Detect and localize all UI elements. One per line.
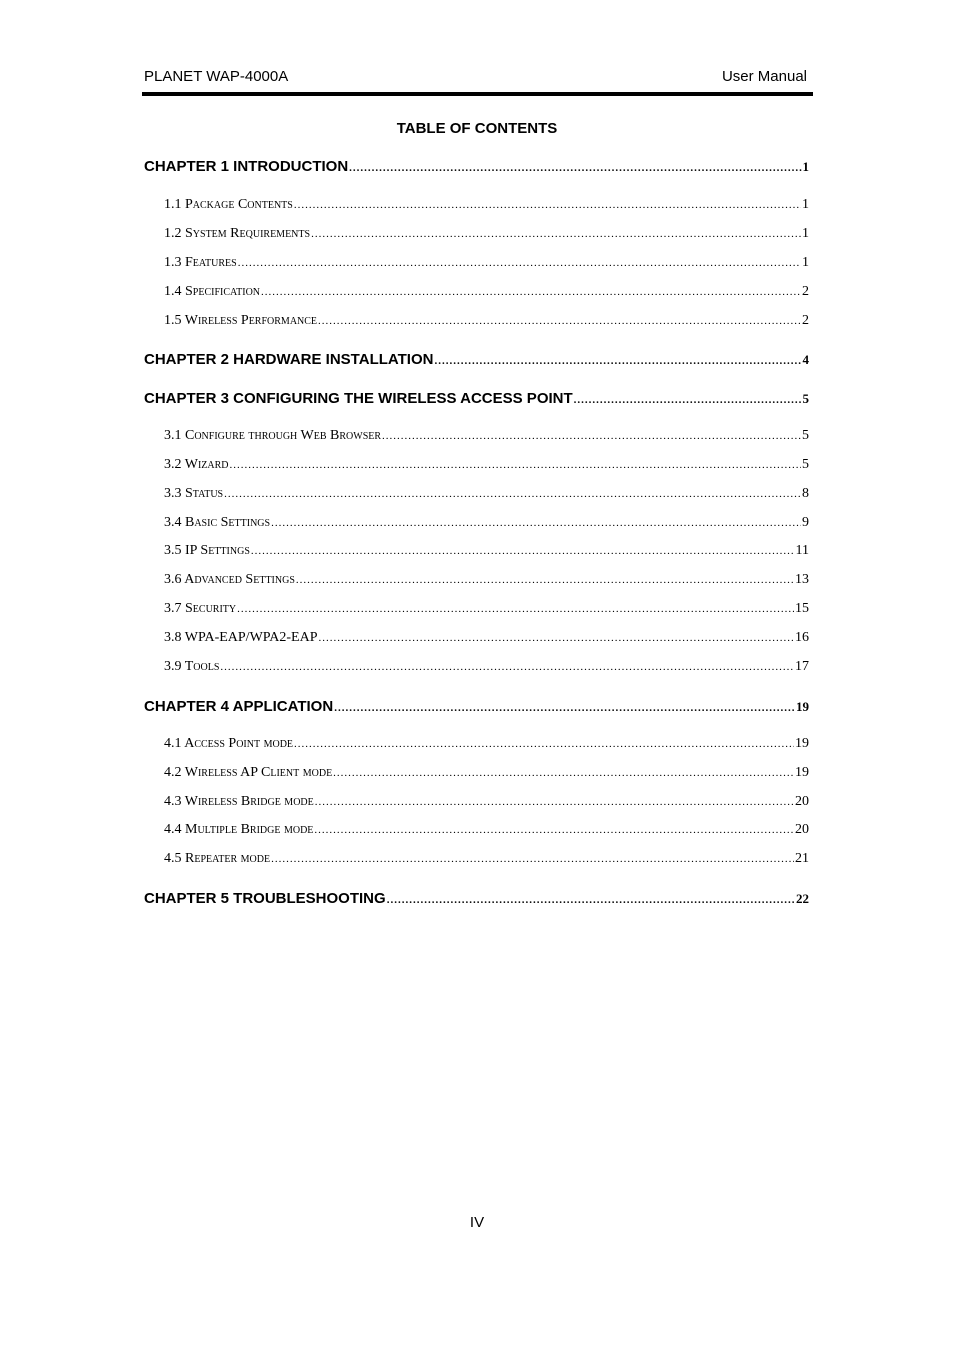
toc-entry-page: 5 [802, 391, 809, 406]
toc-section-entry [164, 428, 809, 444]
toc-entry-label: CHAPTER 2 HARDWARE INSTALLATION [144, 351, 434, 368]
toc-entry-label: 1.1 Package Contents [164, 197, 293, 212]
toc-entry-label: 1.2 System Requirements [164, 226, 311, 241]
dot-leader [237, 603, 794, 615]
toc-entry-label: 3.5 IP Settings [164, 543, 250, 558]
dot-leader [574, 394, 802, 406]
toc-entry-label: 3.4 Basic Settings [164, 515, 271, 530]
toc-entry-label: 3.3 Status [164, 486, 224, 501]
toc-entry-page: 5 [802, 457, 809, 472]
toc-section-entry [164, 601, 809, 617]
toc-section-entry [164, 255, 809, 271]
table-of-contents [144, 0, 809, 1000]
toc-entry-label: 3.1 Configure through Web Browser [164, 428, 382, 443]
toc-entry-page: 19 [795, 765, 809, 780]
toc-entry-label: 1.5 Wireless Performance [164, 313, 318, 328]
dot-leader [294, 738, 794, 750]
toc-entry-page: 20 [795, 794, 809, 809]
toc-section-entry [164, 822, 809, 838]
toc-entry-label: 3.8 WPA-EAP/WPA2-EAP [164, 630, 318, 645]
dot-leader [294, 199, 801, 211]
toc-chapter-entry [144, 890, 809, 907]
toc-entry-page: 1 [802, 226, 809, 241]
dot-leader [333, 767, 794, 779]
dot-leader [238, 257, 801, 269]
toc-entry-label: CHAPTER 1 INTRODUCTION [144, 158, 349, 175]
dot-leader [224, 488, 801, 500]
toc-section-entry [164, 313, 809, 329]
toc-section-entry [164, 736, 809, 752]
dot-leader [382, 430, 801, 442]
toc-entry-label: CHAPTER 4 APPLICATION [144, 698, 334, 715]
header-document-type: User Manual [721, 68, 807, 85]
dot-leader [271, 517, 801, 529]
toc-section-entry [164, 794, 809, 810]
toc-section-entry [164, 543, 809, 559]
toc-entry-page: 13 [795, 572, 809, 587]
toc-entry-page: 21 [795, 851, 809, 866]
toc-entry-page: 1 [802, 197, 809, 212]
toc-entry-page: 4 [802, 352, 809, 367]
toc-section-entry [164, 765, 809, 781]
toc-entry-page: 2 [802, 284, 809, 299]
toc-section-entry [164, 630, 809, 646]
dot-leader [314, 824, 794, 836]
dot-leader [271, 853, 794, 865]
toc-chapter-entry [144, 390, 809, 407]
toc-entry-label: 1.4 Specification [164, 284, 261, 299]
dot-leader [315, 796, 794, 808]
toc-entry-page: 5 [802, 428, 809, 443]
toc-entry-label: 3.2 Wizard [164, 457, 229, 472]
toc-heading: TABLE OF CONTENTS [396, 120, 558, 137]
dot-leader [296, 574, 794, 586]
dot-leader [434, 355, 801, 367]
header-product-name: PLANET WAP-4000A [144, 68, 289, 85]
dot-leader [230, 459, 801, 471]
toc-entry-label: CHAPTER 3 CONFIGURING THE WIRELESS ACCESS POINT [144, 390, 573, 407]
dot-leader [334, 702, 795, 714]
dot-leader [349, 162, 801, 174]
dot-leader [387, 894, 795, 906]
toc-entry-label: 4.5 Repeater mode [164, 851, 271, 866]
page-number: IV [469, 1214, 485, 1231]
toc-entry-label: 4.3 Wireless Bridge mode [164, 794, 314, 809]
dot-leader [318, 315, 801, 327]
toc-entry-page: 20 [795, 822, 809, 837]
toc-section-entry [164, 515, 809, 531]
toc-section-entry [164, 572, 809, 588]
toc-entry-page: 1 [802, 255, 809, 270]
toc-entry-label: 4.4 Multiple Bridge mode [164, 822, 314, 837]
toc-entry-page: 2 [802, 313, 809, 328]
toc-section-entry [164, 197, 809, 213]
toc-entry-label: 4.1 Access Point mode [164, 736, 294, 751]
toc-entry-label: CHAPTER 5 TROUBLESHOOTING [144, 890, 386, 907]
dot-leader [311, 228, 801, 240]
toc-entry-label: 3.6 Advanced Settings [164, 572, 295, 587]
toc-entry-page: 19 [796, 699, 809, 714]
toc-section-entry [164, 457, 809, 473]
toc-entry-page: 15 [795, 601, 809, 616]
toc-section-entry [164, 226, 809, 242]
toc-entry-page: 8 [802, 486, 809, 501]
dot-leader [261, 286, 801, 298]
toc-entry-label: 4.2 Wireless AP Client mode [164, 765, 333, 780]
toc-section-entry [164, 284, 809, 300]
toc-entry-label: 1.3 Features [164, 255, 237, 270]
dot-leader [319, 632, 794, 644]
toc-entry-page: 1 [802, 159, 809, 174]
toc-entry-page: 9 [802, 515, 809, 530]
toc-entry-page: 19 [795, 736, 809, 751]
toc-section-entry [164, 851, 809, 867]
toc-entry-page: 22 [796, 891, 809, 906]
toc-entry-label: 3.7 Security [164, 601, 237, 616]
toc-section-entry [164, 486, 809, 502]
toc-entry-page: 16 [795, 630, 809, 645]
dot-leader [251, 545, 795, 557]
toc-section-entry [164, 659, 809, 675]
toc-chapter-entry [144, 351, 809, 368]
toc-entry-label: 3.9 Tools [164, 659, 220, 674]
toc-chapter-entry [144, 698, 809, 715]
toc-chapter-entry [144, 158, 809, 175]
dot-leader [220, 661, 794, 673]
toc-entry-page: 11 [795, 543, 809, 558]
toc-entry-page: 17 [795, 659, 809, 674]
